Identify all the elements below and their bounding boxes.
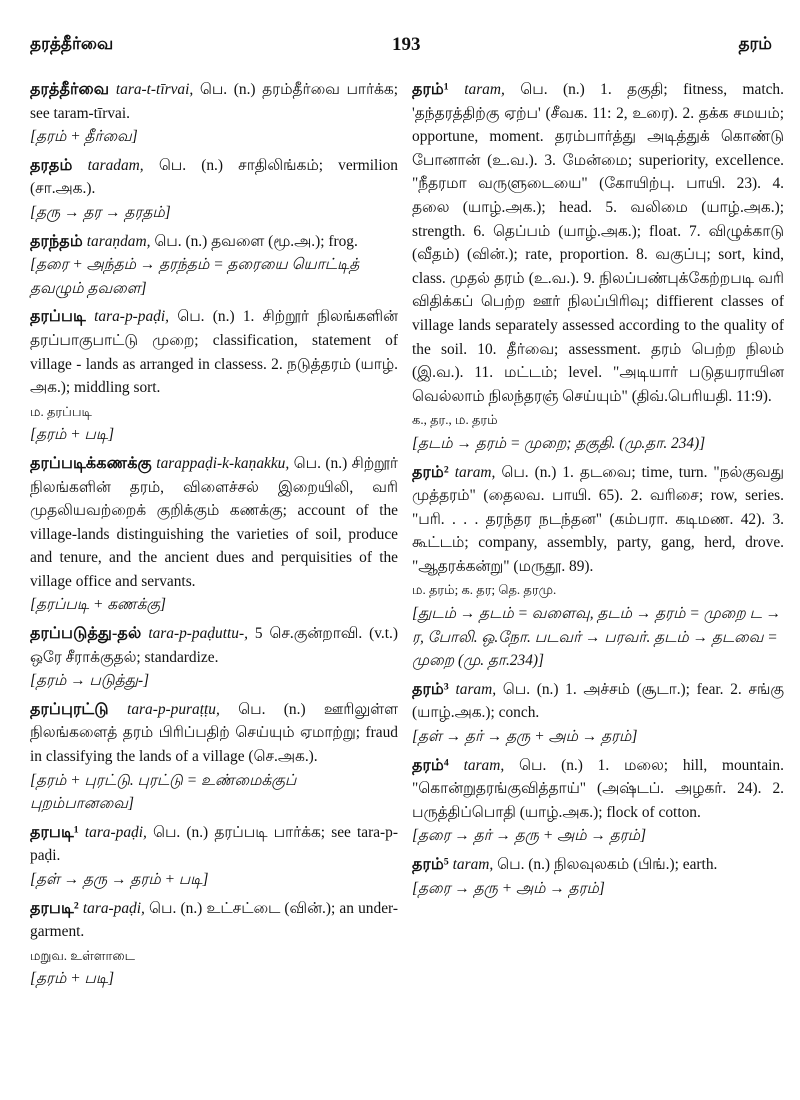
- dictionary-entry: [30, 698, 398, 816]
- headword: தரப்படி: [30, 307, 86, 326]
- etymology: [தரை + அந்தம் → தரந்தம் = தரையை யொட்டித் தவழும் தவளை]: [30, 256, 360, 297]
- definition: பெ. (n.) 1. சிற்றூர் நிலங்களின் தரப்பாகுபாட்டு முறை; classification, statement of village - lands as arranged in classess. 2. நடுத்தரம் (யாழ். அக.); middling sort.: [30, 308, 398, 397]
- definition: பெ. (n.) 1. தகுதி; fitness, match. 'தந்தரத்திற்கு ஏற்ப' (சீவக. 11: 2, உரை). 2. தக்க சமயம்; opportune, moment. தரம்பார்த்து அடித்துக் கொண்டு போனான் (உ.வ.). 3. மேன்மை; superiority, excellence. "நீதரமா வருளுடையை" (கோயிற்பு. பாயி. 23). 4. தலை (யாழ்.அக.); head. 5. வலிமை (யாழ்.அக.); strength. 6. தெப்பம் (யாழ்.அக.); float. 7. விழுக்காடு (வீதம்) (வின்.); rate, proportion. 8. வகுப்பு; sort, kind, class. முதல் தரம் (உ.வ.). 9. நிலப்பண்புக்கேற்றபடி வரி விதிக்கப் பெற்ற ஊர் நிலப்பிரிவு; diffierent classes of village lands separately assessed according to the quality of the soil. 10. தீர்வை; assessment. தரம் பெற்ற நிலம் (இ.வ.). 11. மட்டம்; level. "அடியார் படுதயராயின வெல்லாம் நிலந்தரஞ் செய்யும்" (திவ்.பெரியதி. 11:9).: [412, 81, 784, 405]
- etymology: [தரம் + படி]: [30, 970, 115, 988]
- headword: தரத்தீர்வை: [30, 80, 110, 98]
- dictionary-entry: [30, 78, 398, 149]
- dictionary-entry: [412, 78, 784, 456]
- headword: தரம்⁴: [412, 755, 449, 774]
- etymology: [தரை → தர் → தரு + அம் → தரம்]: [412, 827, 647, 845]
- cognates: க., தர., ம. தரம்: [412, 412, 498, 428]
- transliteration: taradam,: [87, 156, 144, 174]
- transliteration: taram,: [454, 463, 496, 481]
- transliteration: taram,: [464, 81, 505, 98]
- definition: 5 செ.குன்றாவி. (v.t.) ஒரே சீராக்குதல்; standardize.: [30, 625, 398, 666]
- headword: தரம்²: [412, 462, 449, 481]
- definition: பெ. (n.) 1. தடவை; time, turn. "நல்குவது முத்தரம்" (தைலவ. பாயி. 65). 2. வரிசை; row, series. "பரி. . . . தரந்தர நடந்தன" (கம்பரா. கடிமண. 42). 3. கூட்டம்; company, assembly, party, gang, herd, drove. "ஆதரக்கன்று" (மருதூ. 89).: [412, 463, 784, 575]
- headword: தரப்படுத்து-தல்: [30, 624, 142, 643]
- headword: தரம்¹: [412, 80, 449, 98]
- etymology: [தரம் + தீர்வை]: [30, 128, 138, 146]
- etymology: [தரை → தரு + அம் → தரம்]: [412, 879, 605, 897]
- dictionary-entry: [412, 678, 784, 749]
- running-head-first-word: தரத்தீர்வை: [30, 34, 114, 53]
- headword: தரப்படிக்கணக்கு: [30, 453, 152, 472]
- headword: தரம்³: [412, 679, 449, 698]
- transliteration: tara-p-paḍuttu-,: [148, 625, 248, 643]
- headword: தரதம்: [30, 155, 73, 174]
- definition: பெ. (n.) உட்சட்டை (வின்.); an under-garment.: [30, 899, 398, 941]
- transliteration: taram,: [452, 856, 494, 873]
- cognates: ம. தரப்படி: [30, 403, 92, 419]
- dictionary-entry: [412, 754, 784, 848]
- left-column: [30, 78, 398, 996]
- dictionary-entry: [30, 821, 398, 892]
- dictionary-entry: [412, 461, 784, 673]
- dictionary-entry: [30, 622, 398, 693]
- headword: தரபடி²: [30, 898, 79, 917]
- transliteration: taram,: [463, 756, 505, 774]
- definition: பெ. (n.) நிலவுலகம் (பிங்.); earth.: [497, 856, 718, 873]
- transliteration: tara-paḍi,: [82, 899, 145, 917]
- headword: தரந்தம்: [30, 231, 83, 250]
- etymology: [தரு → தர → தரதம்]: [30, 203, 171, 221]
- transliteration: tarappaḍi-k-kaṇakku,: [156, 454, 290, 472]
- transliteration: tara-paḍi,: [84, 823, 147, 841]
- etymology: [தரம் + புரட்டு. புரட்டு = உண்மைக்குப் புறம்பானவை]: [30, 771, 297, 813]
- headword: தரம்⁵: [412, 855, 449, 873]
- headword: தரப்புரட்டு: [30, 699, 109, 718]
- etymology: [தரம் + படி]: [30, 426, 115, 444]
- definition: பெ. (n.) சிற்றூர் நிலங்களின் தரம், விளைச்சல் இறையிலி, வரி முதலியவற்றைக் குறிக்கும் கணக்கு; account of the village-lands distinguishing the varieties of soil, produce and tenure, and the ancient dues and perquisities of the village office and servants.: [30, 454, 398, 590]
- right-column: [412, 78, 784, 905]
- transliteration: tara-p-paḍi,: [94, 308, 169, 326]
- running-head-last-word: தரம்: [738, 34, 772, 53]
- cognates: ம. தரம்; க. தர; தெ. தரமு.: [412, 582, 557, 598]
- dictionary-entry: [30, 452, 398, 617]
- definition: பெ. (n.) சாதிலிங்கம்; vermilion (சா.அக.).: [30, 156, 398, 198]
- transliteration: taraṇdam,: [86, 232, 151, 250]
- transliteration: tara-p-puraṭṭu,: [127, 700, 220, 718]
- etymology: [துடம் → தடம் = வளைவு, தடம் → தரம் = முறை ட → ர, போலி. ஒ.நோ. படவர் → பரவர். தடம் → தடவை = முறை (மு. தா.234)]: [412, 605, 782, 670]
- definition: பெ. (n.) தவளை (மூ.அ.); frog.: [154, 232, 358, 250]
- synonym: மறுவ. உள்ளாடை: [30, 947, 135, 963]
- running-head: [30, 34, 772, 60]
- dictionary-entry: [30, 897, 398, 991]
- page-number: 193: [392, 34, 421, 55]
- dictionary-entry: [30, 305, 398, 447]
- etymology: [தள் → தரு → தரம் + படி]: [30, 871, 209, 888]
- definition: பெ. (n.) தரம்தீர்வை பார்க்க; see taram-tīrvai.: [30, 81, 398, 122]
- dictionary-entry: [412, 853, 784, 900]
- etymology: [தரம் → படுத்து-]: [30, 672, 150, 690]
- dictionary-entry: [30, 154, 398, 225]
- headword: தரபடி¹: [30, 822, 79, 841]
- etymology: [தரப்படி + கணக்கு]: [30, 596, 167, 614]
- etymology: [தள் → தர் → தரு + அம் → தரம்]: [412, 728, 638, 746]
- definition: பெ. (n.) தரப்படி பார்க்க; see tara-p-paḍi.: [30, 823, 398, 865]
- transliteration: tara-t-tīrvai,: [115, 81, 194, 98]
- definition: பெ. (n.) 1. அச்சம் (சூடா.); fear. 2. சங்கு (யாழ்.அக.); conch.: [412, 680, 784, 722]
- definition: பெ. (n.) 1. மலை; hill, mountain. "கொன்றுதரங்குவித்தாய்" (அஷ்டப். அழகர். 24). 2. பருத்திப்பொதி (யாழ்.அக.); flock of cotton.: [412, 756, 784, 821]
- etymology: [தடம் → தரம் = முறை; தகுதி. (மு.தா. 234)]: [412, 434, 706, 452]
- dictionary-entry: [30, 230, 398, 301]
- transliteration: taram,: [455, 680, 497, 698]
- definition: பெ. (n.) ஊரிலுள்ள நிலங்களைத் தரம் பிரிப்பதிற் செய்யும் ஏமாற்று; fraud in classifying the lands of a village (செ.அக.).: [30, 700, 398, 766]
